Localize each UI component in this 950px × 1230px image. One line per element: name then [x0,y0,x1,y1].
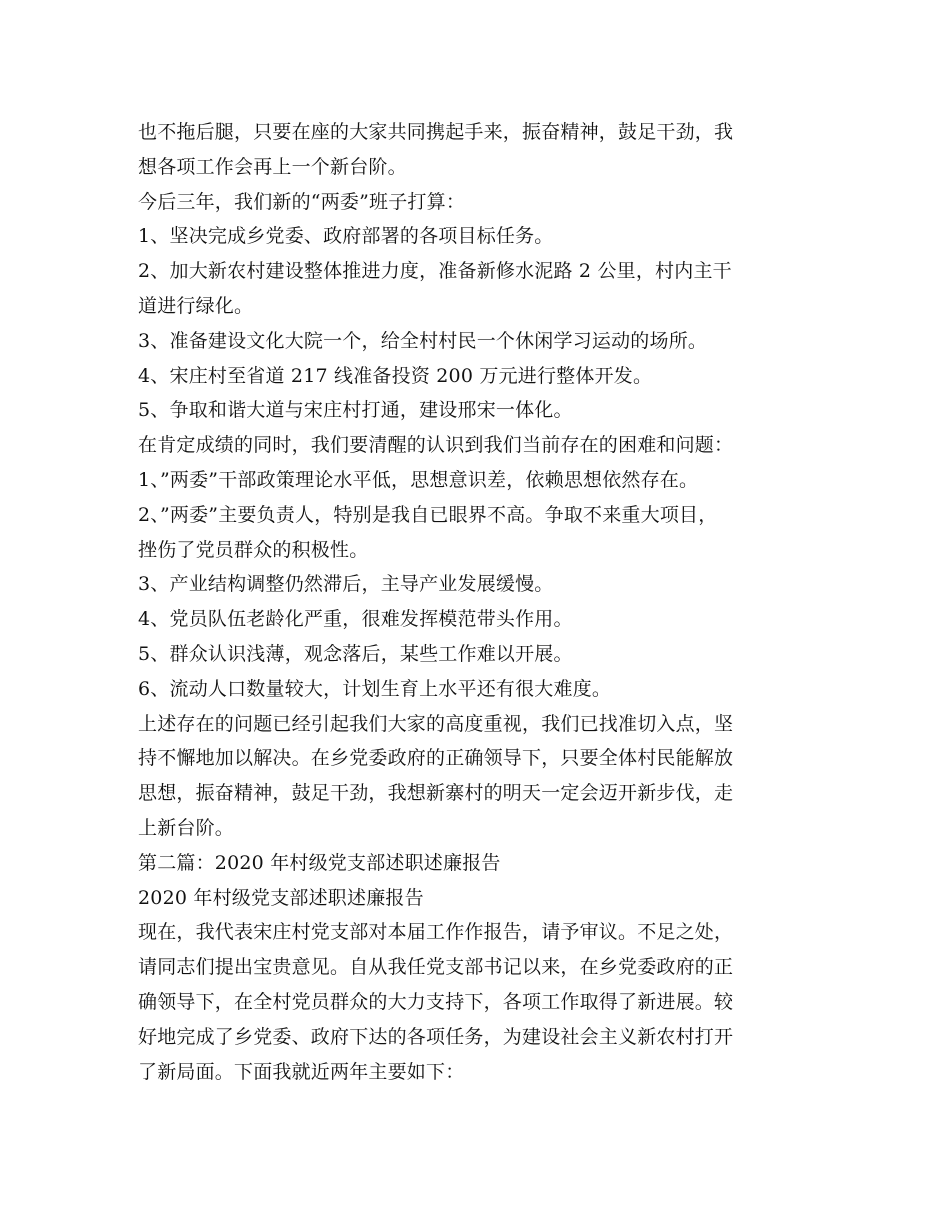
text-line: 好地完成了乡党委、政府下达的各项任务，为建设社会主义新农村打开 [138,1025,734,1048]
text-line: 现在，我代表宋庄村党支部对本届工作作报告，请予审议。不足之处， [138,921,734,944]
text-line: 确领导下，在全村党员群众的大力支持下，各项工作取得了新进展。较 [138,990,734,1013]
text-line: 请同志们提出宝贵意见。自从我任党支部书记以来，在乡党委政府的正 [138,956,734,979]
text-line: 5、争取和谐大道与宋庄村打通，建设邢宋一体化。 [138,399,573,422]
section-heading: 第二篇：2020 年村级党支部述职述廉报告 [138,851,501,874]
text-line: 想各项工作会再上一个新台阶。 [138,155,407,178]
text-line: 挫伤了党员群众的积极性。 [138,538,369,561]
document-body [138,115,818,1089]
text-line: 4、党员队伍老龄化严重，很难发挥模范带头作用。 [138,608,573,631]
text-line: 4、宋庄村至省道 217 线准备投资 200 万元进行整体开发。 [138,364,653,387]
text-line: 在肯定成绩的同时，我们要清醒的认识到我们当前存在的困难和问题： [138,434,734,457]
text-line: 今后三年，我们新的“两委”班子打算： [138,190,466,213]
text-line: 上述存在的问题已经引起我们大家的高度重视，我们已找准切入点，坚 [138,712,734,735]
text-line: 1、坚决完成乡党委、政府部署的各项目标任务。 [138,225,554,248]
text-line: 5、群众认识浅薄，观念落后，某些工作难以开展。 [138,642,573,665]
text-line: 6、流动人口数量较大，计划生育上水平还有很大难度。 [138,677,612,700]
text-line: 持不懈地加以解决。在乡党委政府的正确领导下，只要全体村民能解放 [138,747,734,770]
text-line: 3、产业结构调整仍然滞后，主导产业发展缓慢。 [138,573,554,596]
text-line: 上新台阶。 [138,816,235,839]
text-line: 思想，振奋精神，鼓足干劲，我想新寨村的明天一定会迈开新步伐，走 [138,782,734,805]
text-line: 1、”两委”干部政策理论水平低，思想意识差，依赖思想依然存在。 [138,468,699,491]
text-line: 道进行绿化。 [138,294,254,317]
text-line: 3、准备建设文化大院一个，给全村村民一个休闲学习运动的场所。 [138,329,708,352]
text-line: 了新局面。下面我就近两年主要如下： [138,1060,465,1083]
text-line: 2、加大新农村建设整体推进力度，准备新修水泥路 2 公里，村内主干 [138,260,732,283]
report-title: 2020 年村级党支部述职述廉报告 [138,886,424,909]
text-line: 2、”两委”主要负责人，特别是我自已眼界不高。争取不来重大项目， [138,503,718,526]
text-line: 也不拖后腿，只要在座的大家共同携起手来，振奋精神，鼓足干劲，我 [138,121,734,143]
